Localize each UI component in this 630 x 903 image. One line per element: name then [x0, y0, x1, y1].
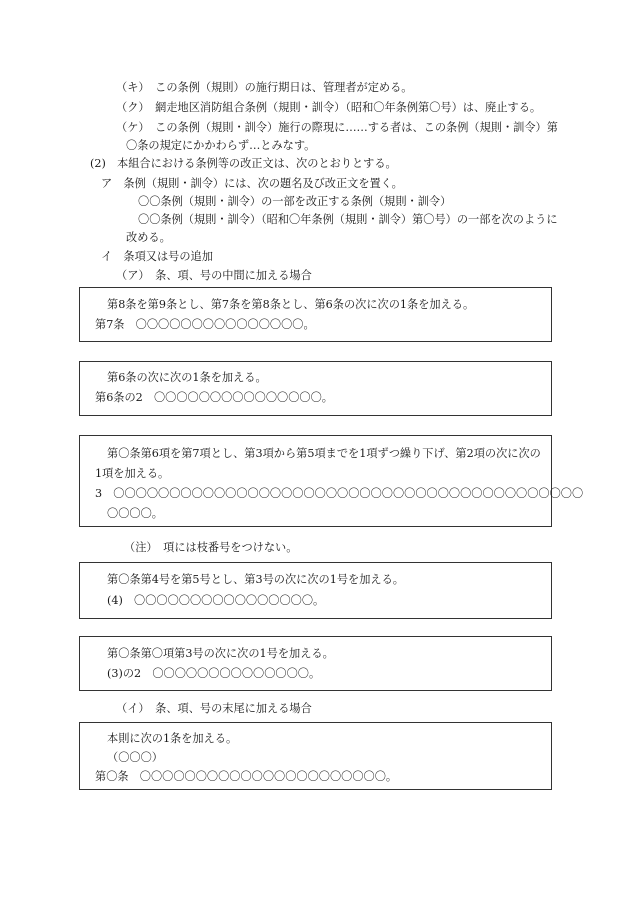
item-a-line-2: 〇〇条例（規則・訓令）（昭和〇年条例（規則・訓令）第〇号）の一部を次のように — [138, 213, 558, 226]
box-5-line-2: (3)の2 〇〇〇〇〇〇〇〇〇〇〇〇〇〇。 — [107, 667, 321, 680]
sub-i-heading: （イ） 条、項、号の末尾に加える場合 — [116, 702, 312, 715]
example-box-4 — [79, 562, 552, 619]
section-2-heading: (2) 本組合における条例等の改正文は、次のとおりとする。 — [90, 157, 397, 170]
box-3-line-1: 第〇条第6項を第7項とし、第3項から第5項までを1項ずつ繰り下げ、第2項の次に次の — [107, 447, 541, 460]
box-3-line-2: 1項を加える。 — [95, 467, 170, 480]
box-2-line-2: 第6条の2 〇〇〇〇〇〇〇〇〇〇〇〇〇〇〇。 — [95, 391, 333, 404]
item-ke-cont: 〇条の規定にかかわらず…とみなす。 — [126, 139, 316, 152]
example-box-1 — [79, 287, 552, 342]
item-ku: （ク） 網走地区消防組合条例（規則・訓令）（昭和〇年条例第〇号）は、廃止する。 — [116, 101, 542, 114]
sub-a-heading: （ア） 条、項、号の中間に加える場合 — [116, 269, 312, 282]
item-ki: （キ） この条例（規則）の施行期日は、管理者が定める。 — [116, 81, 413, 94]
item-i-heading: イ 条項又は号の追加 — [101, 250, 213, 263]
note: （注） 項には枝番号をつけない。 — [124, 541, 298, 554]
item-a-heading: ア 条例（規則・訓令）には、次の題名及び改正文を置く。 — [101, 177, 403, 190]
box-3-line-4: 〇〇〇〇。 — [107, 507, 163, 520]
box-6-line-3: 第〇条 〇〇〇〇〇〇〇〇〇〇〇〇〇〇〇〇〇〇〇〇〇〇。 — [95, 770, 398, 783]
item-ke: （ケ） この条例（規則・訓令）施行の際現に……する者は、この条例（規則・訓令）第 — [116, 121, 558, 134]
box-4-line-1: 第〇条第4号を第5号とし、第3号の次に次の1号を加える。 — [107, 573, 404, 586]
box-5-line-1: 第〇条第〇項第3号の次に次の1号を加える。 — [107, 647, 334, 660]
item-a-line-1: 〇〇条例（規則・訓令）の一部を改正する条例（規則・訓令） — [138, 195, 452, 208]
item-a-line-3: 改める。 — [126, 231, 171, 244]
box-2-line-1: 第6条の次に次の1条を加える。 — [107, 371, 267, 384]
box-4-line-2: (4) 〇〇〇〇〇〇〇〇〇〇〇〇〇〇〇〇。 — [107, 594, 325, 607]
box-6-line-1: 本則に次の1条を加える。 — [107, 732, 238, 745]
box-6-line-2: （〇〇〇） — [107, 751, 163, 764]
box-1-line-1: 第8条を第9条とし、第7条を第8条とし、第6条の次に次の1条を加える。 — [107, 298, 475, 311]
box-1-line-2: 第7条 〇〇〇〇〇〇〇〇〇〇〇〇〇〇〇。 — [95, 318, 315, 331]
example-box-5 — [79, 636, 552, 691]
box-3-line-3: 3 〇〇〇〇〇〇〇〇〇〇〇〇〇〇〇〇〇〇〇〇〇〇〇〇〇〇〇〇〇〇〇〇〇〇〇〇〇〇〇〇〇〇 — [95, 487, 584, 500]
